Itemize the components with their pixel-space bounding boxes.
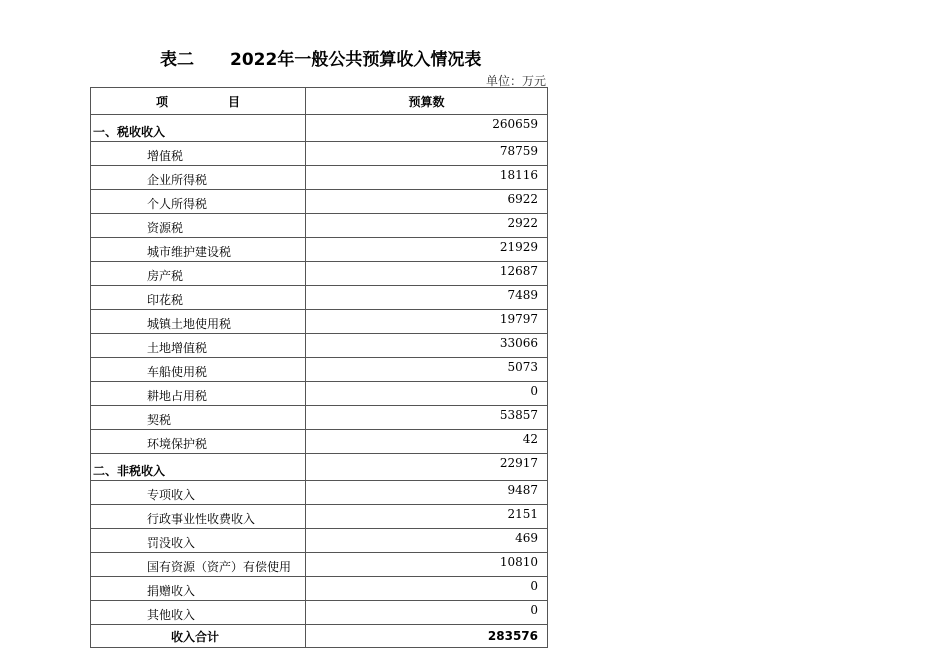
row-value: 0 (306, 382, 548, 406)
table-row (91, 553, 548, 577)
row-value: 2922 (306, 214, 548, 238)
row-value: 2151 (306, 505, 548, 529)
table-row (91, 286, 548, 310)
total-row (91, 625, 548, 648)
row-label: 个人所得税 (91, 190, 306, 214)
table-number: 表二 (160, 50, 194, 70)
table-row (91, 238, 548, 262)
row-label: 契税 (91, 406, 306, 430)
row-value: 33066 (306, 334, 548, 358)
table-row (91, 310, 548, 334)
row-value: 0 (306, 601, 548, 625)
table-title: 2022年一般公共预算收入情况表 (230, 50, 482, 70)
table-row (91, 430, 548, 454)
table-row (91, 505, 548, 529)
row-label: 资源税 (91, 214, 306, 238)
row-label: 国有资源（资产）有偿使用 (91, 553, 306, 577)
table-row (91, 142, 548, 166)
row-label: 一、税收收入 (91, 115, 306, 142)
table-row (91, 529, 548, 553)
row-label: 专项收入 (91, 481, 306, 505)
row-value: 5073 (306, 358, 548, 382)
total-value: 283576 (306, 625, 548, 648)
row-value: 42 (306, 430, 548, 454)
total-label: 收入合计 (91, 625, 306, 648)
row-label: 房产税 (91, 262, 306, 286)
row-value: 0 (306, 577, 548, 601)
row-label: 土地增值税 (91, 334, 306, 358)
row-value: 18116 (306, 166, 548, 190)
table-row (91, 382, 548, 406)
row-value: 260659 (306, 115, 548, 142)
row-label: 车船使用税 (91, 358, 306, 382)
table-row (91, 454, 548, 481)
row-value: 22917 (306, 454, 548, 481)
table-row (91, 334, 548, 358)
row-label: 企业所得税 (91, 166, 306, 190)
row-value: 21929 (306, 238, 548, 262)
header-budget: 预算数 (306, 88, 548, 115)
table-row (91, 481, 548, 505)
table-row (91, 601, 548, 625)
row-label: 城市维护建设税 (91, 238, 306, 262)
row-value: 78759 (306, 142, 548, 166)
row-label: 环境保护税 (91, 430, 306, 454)
table-row (91, 406, 548, 430)
table-row (91, 358, 548, 382)
row-value: 9487 (306, 481, 548, 505)
unit-label: 单位：万元 (485, 74, 546, 88)
table-row (91, 577, 548, 601)
row-value: 19797 (306, 310, 548, 334)
row-value: 12687 (306, 262, 548, 286)
row-label: 罚没收入 (91, 529, 306, 553)
row-label: 捐赠收入 (91, 577, 306, 601)
table-header-row (91, 88, 548, 115)
row-value: 53857 (306, 406, 548, 430)
row-label: 印花税 (91, 286, 306, 310)
table-row (91, 166, 548, 190)
row-label: 增值税 (91, 142, 306, 166)
table-row (91, 214, 548, 238)
table-row (91, 262, 548, 286)
header-item: 项 目 (91, 88, 306, 115)
page-title (160, 45, 481, 73)
row-value: 10810 (306, 553, 548, 577)
row-label: 行政事业性收费收入 (91, 505, 306, 529)
row-value: 7489 (306, 286, 548, 310)
budget-table (90, 87, 548, 648)
row-label: 耕地占用税 (91, 382, 306, 406)
row-label: 二、非税收入 (91, 454, 306, 481)
table-row (91, 115, 548, 142)
row-value: 6922 (306, 190, 548, 214)
row-label: 城镇土地使用税 (91, 310, 306, 334)
row-label: 其他收入 (91, 601, 306, 625)
table-row (91, 190, 548, 214)
row-value: 469 (306, 529, 548, 553)
